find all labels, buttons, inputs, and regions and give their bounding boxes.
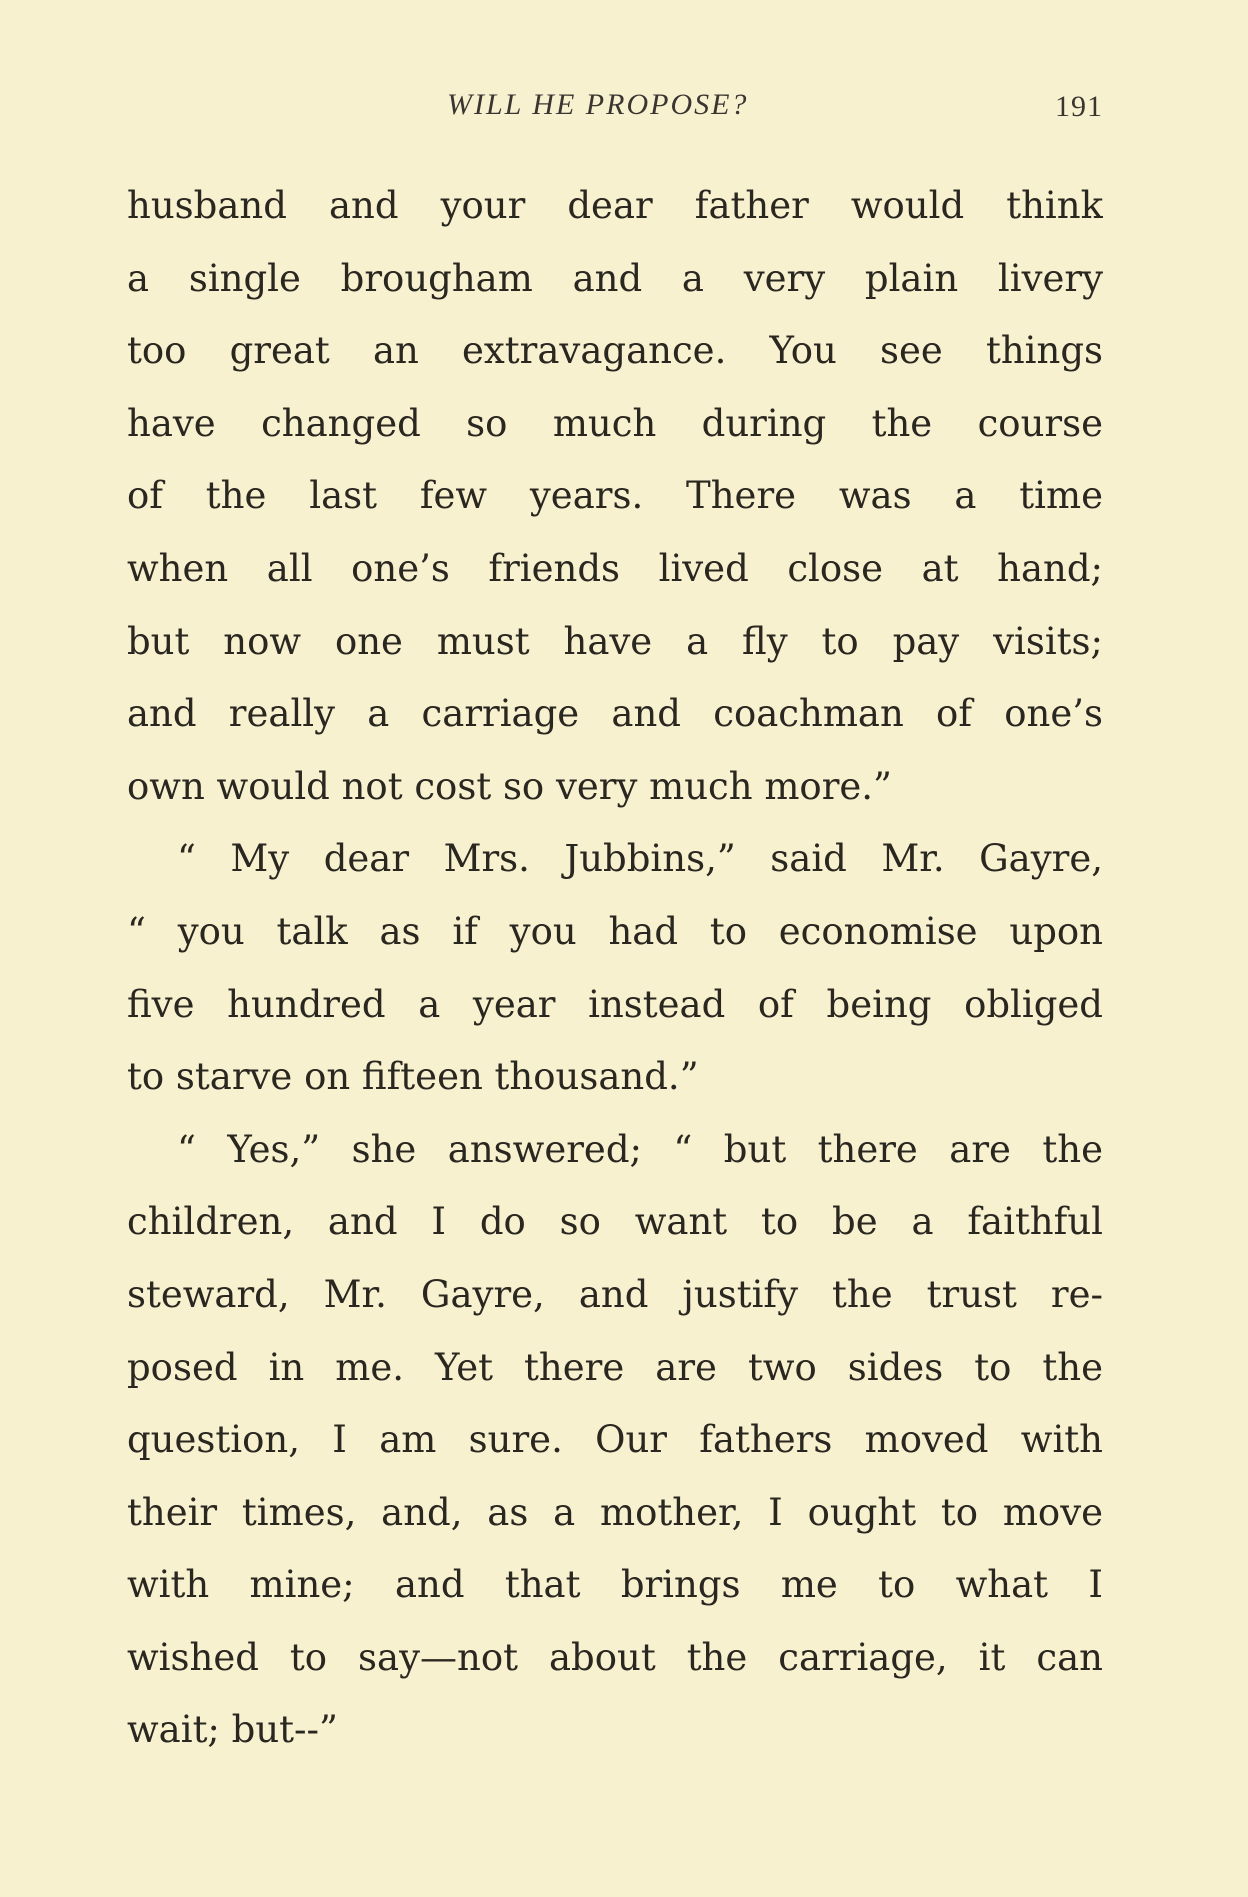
paragraph-start-line: “ Yes,” she answered; “ but there are the: [177, 1127, 1103, 1171]
text-line: question, I am sure. Our fathers moved with: [127, 1418, 1103, 1462]
running-head: [0, 88, 1248, 128]
text-line: wished to say—not about the carriage, it can: [127, 1635, 1103, 1679]
text-line: too great an extravagance. You see things: [127, 329, 1103, 373]
paragraph-start-line: “ My dear Mrs. Jubbins,” said Mr. Gayre,: [177, 837, 1103, 881]
text-line: have changed so much during the course: [127, 401, 1103, 445]
text-line: steward, Mr. Gayre, and justify the trust re-: [127, 1272, 1103, 1316]
text-line: of the last few years. There was a time: [127, 474, 1103, 518]
text-line: husband and your dear father would think: [127, 184, 1103, 227]
text-line: posed in me. Yet there are two sides to the: [127, 1345, 1103, 1389]
text-line: children, and I do so want to be a faithful: [127, 1200, 1103, 1244]
text-line: own would not cost so very much more.”: [127, 764, 892, 808]
text-line: their times, and, as a mother, I ought to move: [127, 1490, 1103, 1534]
body-text: [127, 170, 1103, 1767]
text-line: when all one’s friends lived close at hand;: [127, 546, 1103, 590]
text-line: wait; but--”: [127, 1708, 338, 1752]
text-line: with mine; and that brings me to what I: [127, 1563, 1103, 1607]
page-number: 191: [1055, 90, 1103, 123]
text-line: “ you talk as if you had to economise upon: [127, 909, 1103, 953]
text-line: but now one must have a fly to pay visits;: [127, 619, 1103, 663]
text-line: five hundred a year instead of being obliged: [127, 982, 1103, 1026]
text-line: a single brougham and a very plain livery: [127, 256, 1103, 300]
text-line: and really a carriage and coachman of one’s: [127, 692, 1103, 736]
chapter-title: WILL HE PROPOSE?: [447, 88, 749, 121]
text-line: to starve on fifteen thousand.”: [127, 1055, 699, 1099]
